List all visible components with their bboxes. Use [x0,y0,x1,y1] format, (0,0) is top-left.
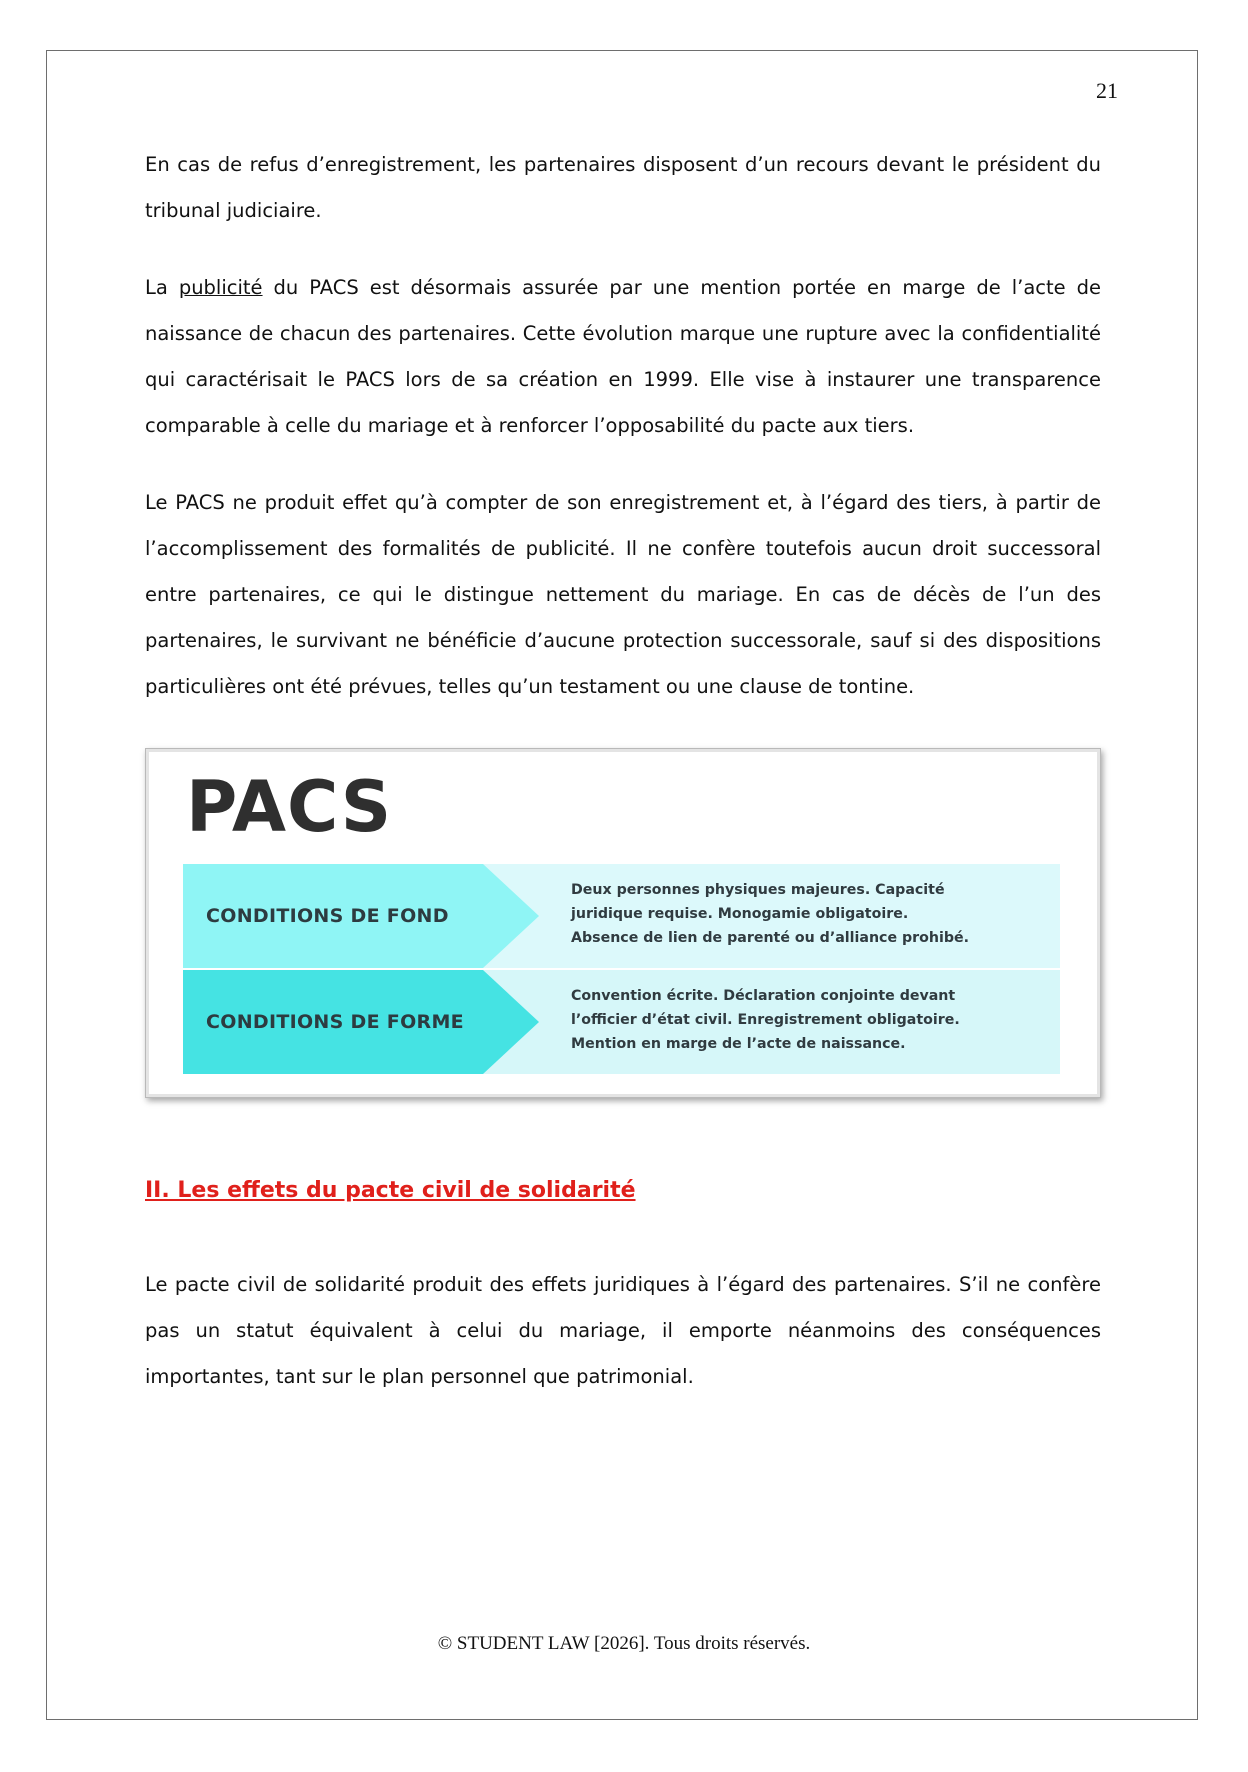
page-number: 21 [1096,78,1118,103]
section-heading-effets: II. Les effets du pacte civil de solidarité [145,1178,636,1203]
pacs-figure-title: PACS [186,766,393,848]
row-label-forme: CONDITIONS DE FORME [206,1011,464,1033]
detail-line: Convention écrite. Déclaration conjointe devant [571,988,956,1004]
paragraph-publicite-prefix: La [145,276,179,299]
paragraph-effets-enregistrement: Le PACS ne produit effet qu’à compter de son enregistrement et, à l’égard des tiers, à partir de l’accomplissement des formalités de publicité. Il ne confère toutefois aucun droit successoral entre partenaires, ce qui le distingue nettement du mariage. En cas de décès de l’un des partenaires, le survivant ne bénéficie d’aucune protection successorale, sauf si des dispositions particulières ont été prévues, telles qu’un testament ou une clause de tontine. [145,491,1101,698]
detail-line: l’officier d’état civil. Enregistrement obligatoire. [571,1012,960,1028]
footer-copyright: © STUDENT LAW [2026]. Tous droits réservés. [437,1633,811,1654]
figure-row-conditions-fond [183,864,1060,968]
detail-line: Absence de lien de parenté ou d’alliance prohibé. [571,930,970,946]
publicite-underlined-term: publicité [178,276,263,299]
row-detail-forme [571,984,1041,1056]
row-label-fond: CONDITIONS DE FOND [206,905,449,927]
paragraph-publicite [145,265,1101,449]
detail-line: Mention en marge de l’acte de naissance. [571,1036,906,1052]
paragraph-effets-juridiques: Le pacte civil de solidarité produit des effets juridiques à l’égard des partenaires. S’il ne confère pas un statut équivalent à celui du mariage, il emporte néanmoins des conséquences importantes, tant sur le plan personnel que patrimonial. [145,1273,1101,1388]
figure-row-conditions-forme [183,970,1060,1074]
paragraph-publicite-rest: du PACS est désormais assurée par une mention portée en marge de l’acte de naissance de chacun des partenaires. Cette évolution marque une rupture avec la confidentialité qui caractérisait le PACS lors de sa création en 1999. Elle vise à instaurer une transparence comparable à celle du mariage et à renforcer l’opposabilité du pacte aux tiers. [145,276,1102,437]
detail-line: juridique requise. Monogamie obligatoire. [571,906,909,922]
row-detail-fond [571,878,1041,950]
detail-line: Deux personnes physiques majeures. Capacité [571,882,945,898]
paragraph-refus-enregistrement: En cas de refus d’enregistrement, les partenaires disposent d’un recours devant le président du tribunal judiciaire. [145,153,1101,222]
pacs-figure [145,748,1101,1098]
